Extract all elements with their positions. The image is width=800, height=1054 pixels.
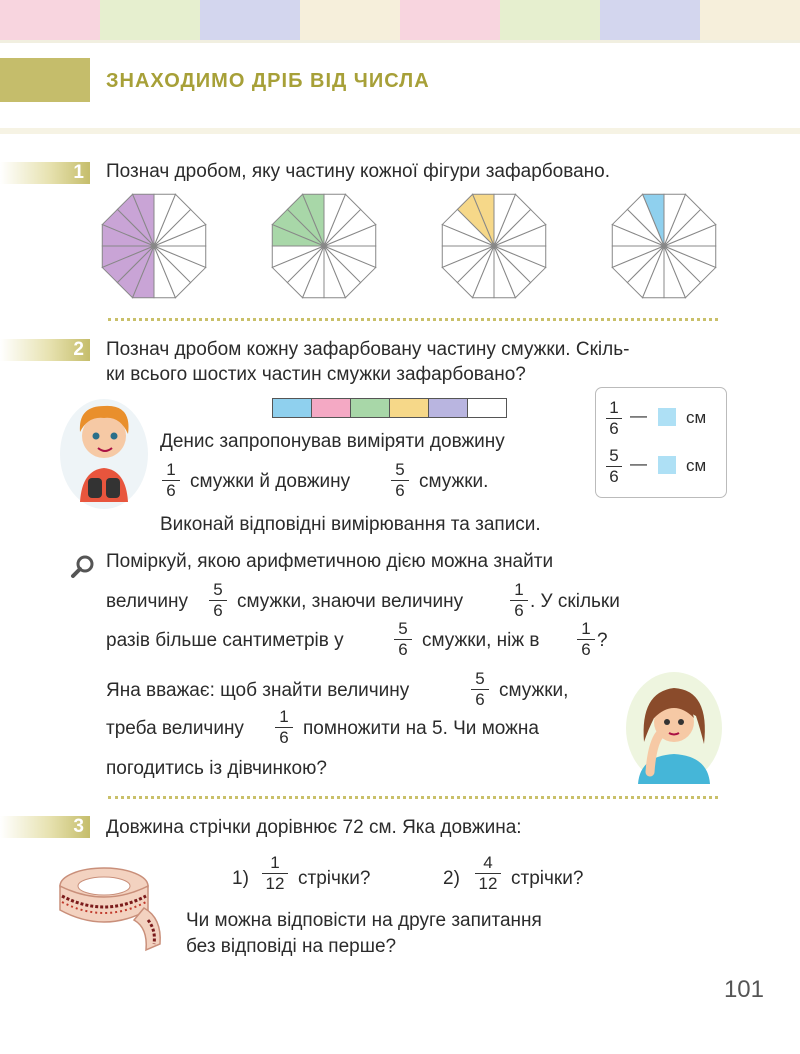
- yana-line1a: Яна вважає: щоб знайти величину: [106, 680, 410, 701]
- think-line3b: смужки, ніж в: [422, 630, 540, 651]
- denominator: 6: [275, 727, 293, 748]
- think-line3c: ?: [597, 630, 608, 651]
- numerator: 4: [483, 853, 493, 872]
- fraction-four-twelfths: [475, 853, 501, 894]
- denominator: 6: [209, 600, 227, 621]
- denys-line1: Денис запропонував виміряти довжину: [160, 431, 505, 452]
- ribbon-roll-illustration: [52, 858, 172, 963]
- fraction-one-sixth: [577, 619, 595, 660]
- box-fraction-1: [606, 398, 622, 439]
- page-number: 101: [723, 976, 764, 1003]
- denominator: 6: [510, 600, 528, 621]
- denominator: 12: [475, 873, 501, 894]
- octagon-figure: [612, 194, 715, 297]
- stripe-segment: [700, 0, 800, 40]
- numerator: 1: [514, 580, 524, 599]
- q1-text: стрічки?: [298, 868, 371, 889]
- boy-illustration: [58, 392, 150, 517]
- strip-part: [390, 399, 429, 417]
- task-number-tab: [0, 162, 90, 184]
- octagon-figure: [272, 194, 375, 297]
- strip-part: [351, 399, 390, 417]
- answer-square[interactable]: [658, 408, 676, 426]
- embroidered-ribbon-icon: [52, 858, 172, 958]
- q1-label: 1): [232, 868, 249, 889]
- task-number: 1: [73, 162, 84, 183]
- numerator: 1: [270, 853, 280, 872]
- octagon-figures-svg: [100, 192, 730, 302]
- header-divider: [0, 128, 800, 134]
- numerator: 1: [609, 398, 619, 417]
- task3-line2: Чи можна відповісти на друге запитання: [186, 910, 542, 931]
- task-number: 2: [73, 339, 84, 360]
- numerator: 5: [395, 460, 405, 479]
- header-accent-bar: [0, 58, 90, 102]
- fraction-five-sixths: [391, 460, 409, 501]
- denominator: 6: [606, 418, 622, 439]
- task-number-tab: [0, 816, 90, 838]
- denominator: 12: [262, 873, 288, 894]
- fraction-one-sixth: [162, 460, 180, 501]
- numerator: 5: [398, 619, 408, 638]
- section-divider: [108, 318, 718, 321]
- fraction-five-sixths: [209, 580, 227, 621]
- numerator: 1: [279, 707, 289, 726]
- stripe-segment: [600, 0, 700, 40]
- dash: —: [630, 454, 647, 473]
- fraction-one-twelfth: [262, 853, 288, 894]
- thinking-girl-icon: [624, 672, 724, 788]
- q2-text: стрічки?: [511, 868, 584, 889]
- stripe-segment: [500, 0, 600, 40]
- yana-line1b: смужки,: [499, 680, 569, 701]
- stripe-segment: [100, 0, 200, 40]
- fraction-five-sixths: [394, 619, 412, 660]
- denominator: 6: [391, 480, 409, 501]
- octagon-figure: [442, 194, 545, 297]
- boy-with-binoculars-icon: [58, 392, 150, 512]
- stripe-segment: [300, 0, 400, 40]
- yana-line3: погодитись із дівчинкою?: [106, 758, 327, 779]
- girl-illustration: [624, 672, 724, 793]
- task3-line3: без відповіді на перше?: [186, 936, 397, 957]
- numerator: 1: [166, 460, 176, 479]
- yana-line2a: треба величину: [106, 718, 244, 739]
- strip-part: [312, 399, 351, 417]
- top-divider: [0, 40, 800, 43]
- fraction-one-sixth: [510, 580, 528, 621]
- denominator: 6: [471, 689, 489, 710]
- task1-text: Познач дробом, яку частину кожної фігури зафарбовано.: [106, 161, 610, 182]
- answer-box: [595, 387, 727, 498]
- think-line2a: величину: [106, 591, 189, 612]
- top-color-stripe: [0, 0, 800, 40]
- dash: —: [630, 406, 647, 425]
- task3-text: Довжина стрічки дорівнює 72 см. Яка довжина:: [106, 817, 522, 838]
- fraction-one-sixth: [275, 707, 293, 748]
- think-line3a: разів більше сантиметрів у: [106, 630, 344, 651]
- think-line1: Поміркуй, якою арифметичною дією можна знайти: [106, 551, 554, 572]
- denys-line2a: смужки й довжину: [190, 471, 351, 492]
- numerator: 5: [609, 446, 619, 465]
- task2-line2: ки всього шостих частин смужки зафарбовано?: [106, 364, 526, 385]
- denominator: 6: [577, 639, 595, 660]
- denominator: 6: [162, 480, 180, 501]
- strip-part: [273, 399, 312, 417]
- page-title: ЗНАХОДИМО ДРІБ ВІД ЧИСЛА: [106, 70, 430, 92]
- think-line2b: смужки, знаючи величину: [237, 591, 464, 612]
- q2-label: 2): [443, 868, 460, 889]
- denys-line3: Виконай відповідні вимірювання та записи.: [160, 514, 541, 535]
- strip-part: [468, 399, 506, 417]
- unit-label: см: [686, 408, 707, 427]
- numerator: 5: [213, 580, 223, 599]
- octagon-figure: [102, 194, 205, 297]
- task2-line1: Познач дробом кожну зафарбовану частину смужки. Скіль-: [106, 339, 630, 360]
- think-line2c: . У скільки: [530, 591, 620, 612]
- numerator: 1: [581, 619, 591, 638]
- octagon-figures: [100, 192, 730, 307]
- task-number-tab: [0, 339, 90, 361]
- denominator: 6: [606, 466, 622, 487]
- stripe-segment: [400, 0, 500, 40]
- answer-square[interactable]: [658, 456, 676, 474]
- task-number: 3: [73, 816, 84, 837]
- numerator: 5: [475, 669, 485, 688]
- box-fraction-2: [606, 446, 622, 487]
- stripe-segment: [0, 0, 100, 40]
- strip-part: [429, 399, 468, 417]
- section-divider: [108, 796, 718, 799]
- fraction-five-sixths: [471, 669, 489, 710]
- unit-label: см: [686, 456, 707, 475]
- color-strip: [272, 398, 507, 418]
- yana-line2b: помножити на 5. Чи можна: [303, 718, 539, 739]
- magnifier-icon: [70, 553, 96, 584]
- stripe-segment: [200, 0, 300, 40]
- denominator: 6: [394, 639, 412, 660]
- denys-line2b: смужки.: [419, 471, 489, 492]
